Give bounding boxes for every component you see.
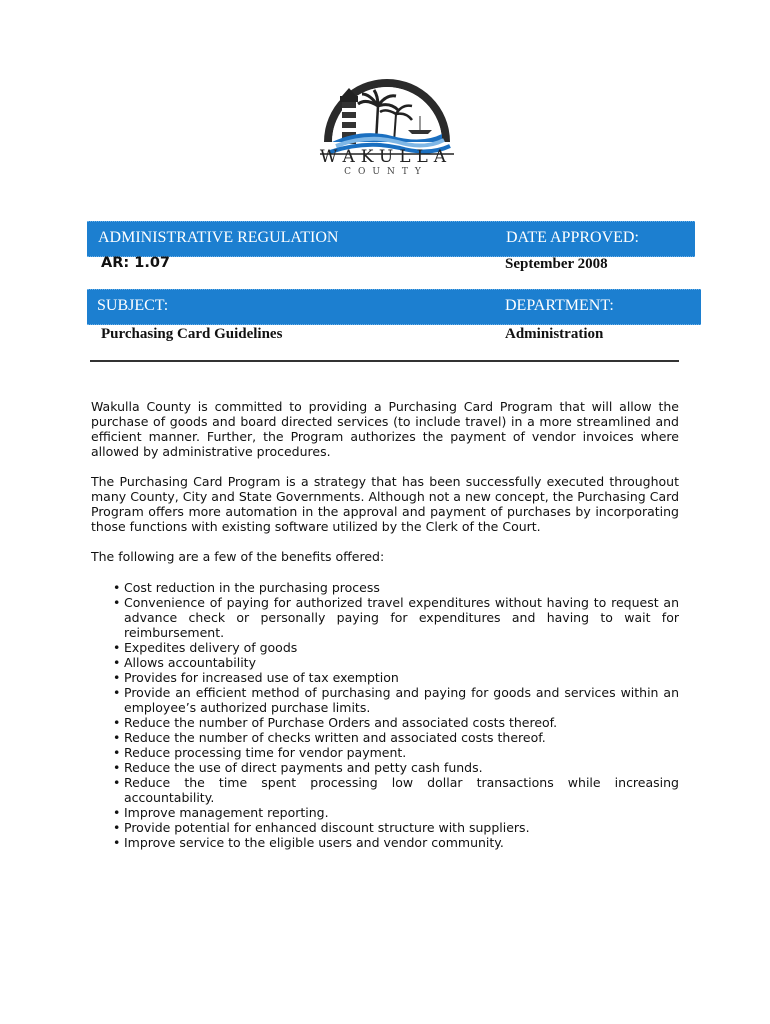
list-item: • Reduce the time spent processing low dollar transactions while increasing accountability. bbox=[113, 775, 679, 805]
benefits-list bbox=[113, 580, 679, 850]
list-item: • Reduce the number of checks written and associated costs thereof. bbox=[113, 730, 679, 745]
strategy-paragraph: The Purchasing Card Program is a strategy that has been successfully executed throughout many County, City and State Governments. Although not a new concept, the Purchasing Card Program offers more automation in the approval and payment of purchases by incorporating those functions with existing software utilized by the Clerk of the Court. bbox=[91, 474, 679, 534]
list-item: • Improve management reporting. bbox=[113, 805, 679, 820]
list-item: • Convenience of paying for authorized travel expenditures without having to request an advance check or personally paying for expenditures and having to wait for reimbursement. bbox=[113, 595, 679, 640]
subject-value: Purchasing Card Guidelines bbox=[101, 326, 283, 342]
logo-wordmark: WAKULLA bbox=[319, 147, 453, 167]
subject-label: SUBJECT: bbox=[97, 297, 169, 314]
benefits-intro: The following are a few of the benefits offered: bbox=[91, 549, 385, 564]
list-item: • Reduce the use of direct payments and petty cash funds. bbox=[113, 760, 679, 775]
list-item: • Allows accountability bbox=[113, 655, 679, 670]
date-approved-value: September 2008 bbox=[505, 256, 608, 272]
regulation-number: AR: 1.07 bbox=[101, 255, 171, 271]
regulation-header-band bbox=[87, 221, 695, 257]
list-item: • Provides for increased use of tax exemption bbox=[113, 670, 679, 685]
logo-subtitle: COUNTY bbox=[344, 167, 428, 177]
list-item: • Expedites delivery of goods bbox=[113, 640, 679, 655]
department-value: Administration bbox=[505, 326, 604, 342]
subject-header-band bbox=[87, 289, 701, 325]
list-item: • Reduce the number of Purchase Orders and associated costs thereof. bbox=[113, 715, 679, 730]
list-item: • Reduce processing time for vendor payment. bbox=[113, 745, 679, 760]
header-divider bbox=[90, 360, 679, 362]
list-item: • Improve service to the eligible users and vendor community. bbox=[113, 835, 679, 850]
list-item: • Provide potential for enhanced discount structure with suppliers. bbox=[113, 820, 679, 835]
regulation-label: ADMINISTRATIVE REGULATION bbox=[98, 229, 339, 246]
department-label: DEPARTMENT: bbox=[505, 297, 614, 314]
list-item: • Cost reduction in the purchasing process bbox=[113, 580, 679, 595]
intro-paragraph: Wakulla County is committed to providing a Purchasing Card Program that will allow the purchase of goods and board directed services (to include travel) in a more streamlined and efficient manner. Further, the Program authorizes the payment of vendor invoices where allowed by administrative procedures. bbox=[91, 399, 679, 459]
list-item: • Provide an efficient method of purchasing and paying for goods and services within an employee’s authorized purchase limits. bbox=[113, 685, 679, 715]
date-approved-label: DATE APPROVED: bbox=[506, 229, 639, 246]
